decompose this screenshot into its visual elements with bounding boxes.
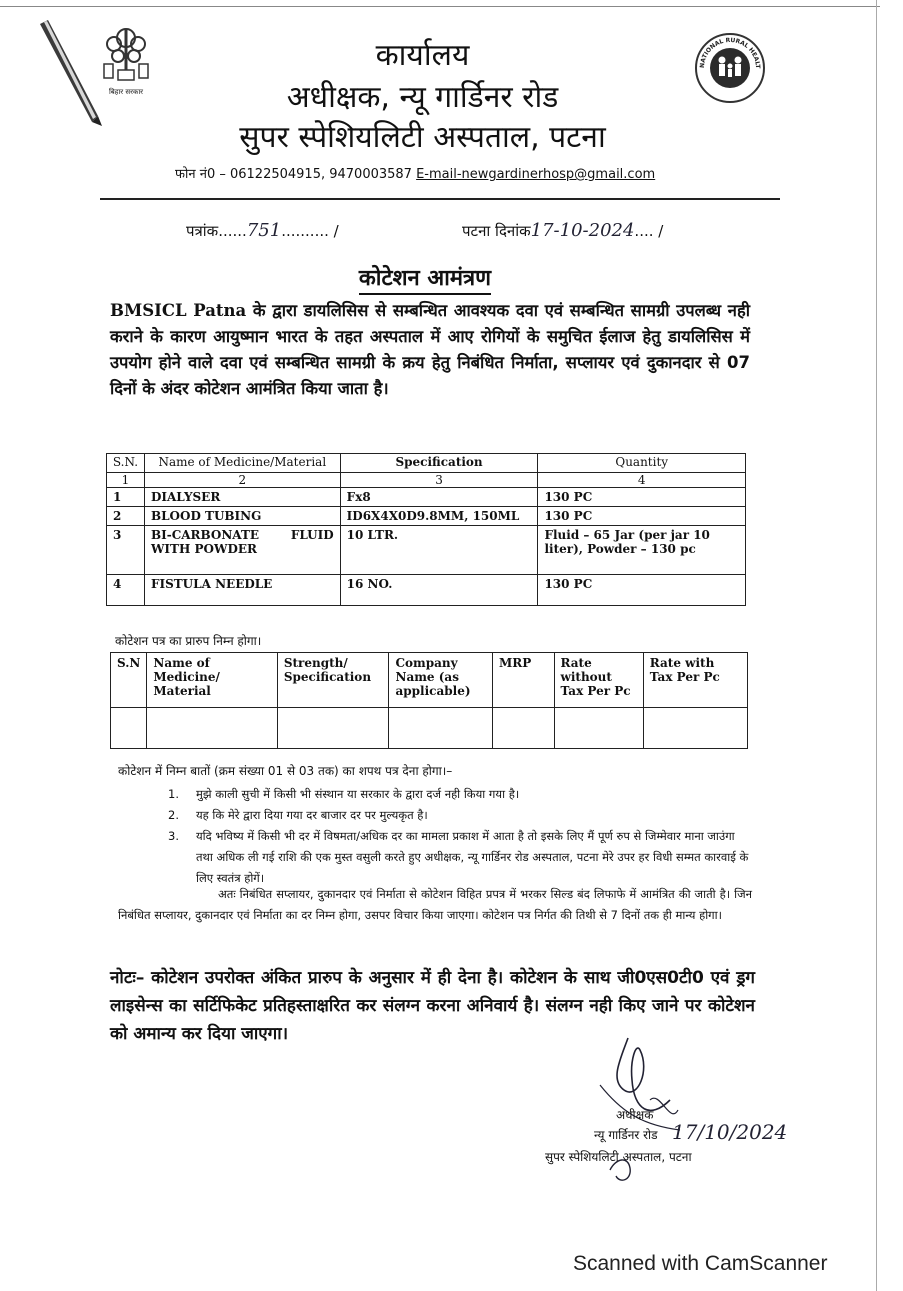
scan-edge-right <box>876 0 885 1291</box>
cell-name: DIALYSER <box>144 488 340 507</box>
nrhm-logo-text: NATIONAL RURAL HEALT <box>698 36 762 69</box>
signatory-designation: अधीक्षक <box>616 1108 654 1122</box>
items-colnum: 3 <box>340 473 538 488</box>
intro-paragraph <box>110 298 750 402</box>
contact-line <box>175 164 655 182</box>
cell-name: FISTULA NEEDLE <box>144 575 340 606</box>
office-title-line2: अधीक्षक, न्यू गार्डिनर रोड <box>286 80 559 115</box>
list-item: 1. मुझे काली सुची में किसी भी संस्थान या सरकार के द्वारा दर्ज नही किया गया है। <box>168 787 520 801</box>
letter-number: पत्रांक......751.......... / <box>186 220 339 241</box>
scan-edge-top <box>0 0 880 7</box>
signature-scribble <box>580 1030 760 1190</box>
cell-spec: 16 NO. <box>340 575 538 606</box>
format-header-company: Company Name (as applicable) <box>389 653 493 708</box>
cell-spec: Fx8 <box>340 488 538 507</box>
format-header-sn: S.N <box>111 653 147 708</box>
items-header-sn: S.N. <box>107 454 145 473</box>
table-row <box>107 488 746 507</box>
cell-sn: 1 <box>107 488 145 507</box>
items-colnum: 2 <box>144 473 340 488</box>
conditions-intro: कोटेशन में निम्न बातों (क्रम संख्या 01 से 03 तक) का शपथ पत्र देना होगा।– <box>118 764 453 778</box>
quotation-format-table <box>110 652 748 749</box>
phone-numbers: फोन नं0 – 06122504915, 9470003587 <box>175 167 412 182</box>
list-item: 2. यह कि मेरे द्वारा दिया गया दर बाजार दर पर मुल्यकृत है। <box>168 808 428 822</box>
cell-sn: 3 <box>107 526 145 575</box>
cell-name: BLOOD TUBING <box>144 507 340 526</box>
format-header-rate-without-tax: Rate without Tax Per Pc <box>554 653 643 708</box>
cell-spec: ID6X4X0D9.8MM, 150ML <box>340 507 538 526</box>
signatory-hospital: सुपर स्पेशियलिटी अस्पताल, पटना <box>545 1150 692 1164</box>
email-address: E-mail-newgardinerhosp@gmail.com <box>416 167 656 182</box>
letter-number-value: 751 <box>246 220 282 241</box>
subject-heading: कोटेशन आमंत्रण <box>0 262 850 292</box>
intro-org: BMSICL Patna <box>110 301 247 320</box>
format-caption: कोटेशन पत्र का प्रारुप निम्न होगा। <box>115 634 262 648</box>
cell-qty: 130 PC <box>538 575 746 606</box>
items-header-qty: Quantity <box>538 454 746 473</box>
office-title: कार्यालय <box>375 38 470 73</box>
cell-qty: 130 PC <box>538 488 746 507</box>
items-colnum: 1 <box>107 473 145 488</box>
camscanner-watermark: Scanned with CamScanner <box>573 1252 828 1275</box>
note-paragraph: नोटः– कोटेशन उपरोक्त अंकित प्रारुप के अनुसार में ही देना है। कोटेशन के साथ जी0एस0टी0 एवं ड्रग लाइसेन्स का सर्टिफिकेट प्रतिहस्ताक्षरित कर संलग्न करना अनिवार्य है। संलग्न नही किए जाने पर कोटेशन को अमान्य कर दिया जाएगा। <box>110 968 755 1044</box>
format-header-name: Name of Medicine/ Material <box>147 653 277 708</box>
format-header-mrp: MRP <box>493 653 555 708</box>
office-title-line3: सुपर स्पेशियलिटी अस्पताल, पटना <box>239 120 606 155</box>
format-header-spec: Strength/ Specification <box>277 653 389 708</box>
emblem-label: बिहार सरकार <box>108 88 144 96</box>
letter-date: पटना दिनांक17-10-2024.... / <box>462 220 664 241</box>
closing-paragraph: अतः निबंधित सप्लायर, दुकानदार एवं निर्माता से कोटेशन विहित प्रपत्र में भरकर सिल्ड बंद लिफाफे में आमंत्रित की जाती है। जिन निबंधित सप्लायर, दुकानदार एवं निर्माता का दर निम्न होगा, उसपर विचार किया जाएगा। कोटेशन पत्र निर्गत की तिथी से 7 दिनों तक ही मान्य होगा। <box>118 887 752 922</box>
header-divider <box>100 198 780 200</box>
items-colnum: 4 <box>538 473 746 488</box>
items-header-name: Name of Medicine/Material <box>144 454 340 473</box>
cell-qty: Fluid – 65 Jar (per jar 10 liter), Powder – 130 pc <box>538 526 746 575</box>
table-row <box>107 526 746 575</box>
cell-sn: 4 <box>107 575 145 606</box>
items-table <box>106 453 746 606</box>
conditions-list <box>168 784 753 889</box>
table-row <box>107 507 746 526</box>
letter-date-value: 17-10-2024 <box>530 220 635 241</box>
signature-date: 17/10/2024 <box>672 1120 788 1144</box>
cell-spec: 10 LTR. <box>340 526 538 575</box>
list-item: 3. यदि भविष्य में किसी भी दर में विषमता/अधिक दर का मामला प्रकाश में आता है तो इसके लिए मैं पूर्ण रुप से जिम्मेवार माना जाउंगा तथा अधिक ली गई राशि की एक मुस्त वसुली करते हुए अधीक्षक, न्यू गार्डिनर रोड अस्पताल, पटना मेरे उपर हर विधी सम्मत कारवाई के लिए स्वतंत्र होगें। <box>168 829 749 885</box>
signature-block <box>545 1030 788 1190</box>
intro-text: के द्वारा डायलिसिस से सम्बन्धित आवश्यक दवा एवं सम्बन्धित सामग्री उपलब्ध नही कराने के कारण आयुष्मान भारत के तहत अस्पताल में आए रोगियों के समुचित ईलाज हेतु डायलिसिस में उपयोग होने वाले दवा एवं सम्बन्धित सामग्री के क्रय हेतु निबंधित निर्माता, सप्लायर एवं दुकानदार से 07 दिनों के अंदर कोटेशन आमंत्रित किया जाता है। <box>110 301 750 398</box>
items-header-spec: Specification <box>340 454 538 473</box>
signatory-office: न्यू गार्डिनर रोड <box>594 1128 658 1142</box>
cell-name: BI-CARBONATE FLUID WITH POWDER <box>144 526 340 575</box>
format-header-rate-with-tax: Rate with Tax Per Pc <box>643 653 747 708</box>
cell-sn: 2 <box>107 507 145 526</box>
letter-date-label: पटना दिनांक <box>462 222 531 240</box>
table-row <box>107 575 746 606</box>
letter-number-label: पत्रांक <box>186 222 219 240</box>
table-row <box>111 708 748 749</box>
cell-qty: 130 PC <box>538 507 746 526</box>
